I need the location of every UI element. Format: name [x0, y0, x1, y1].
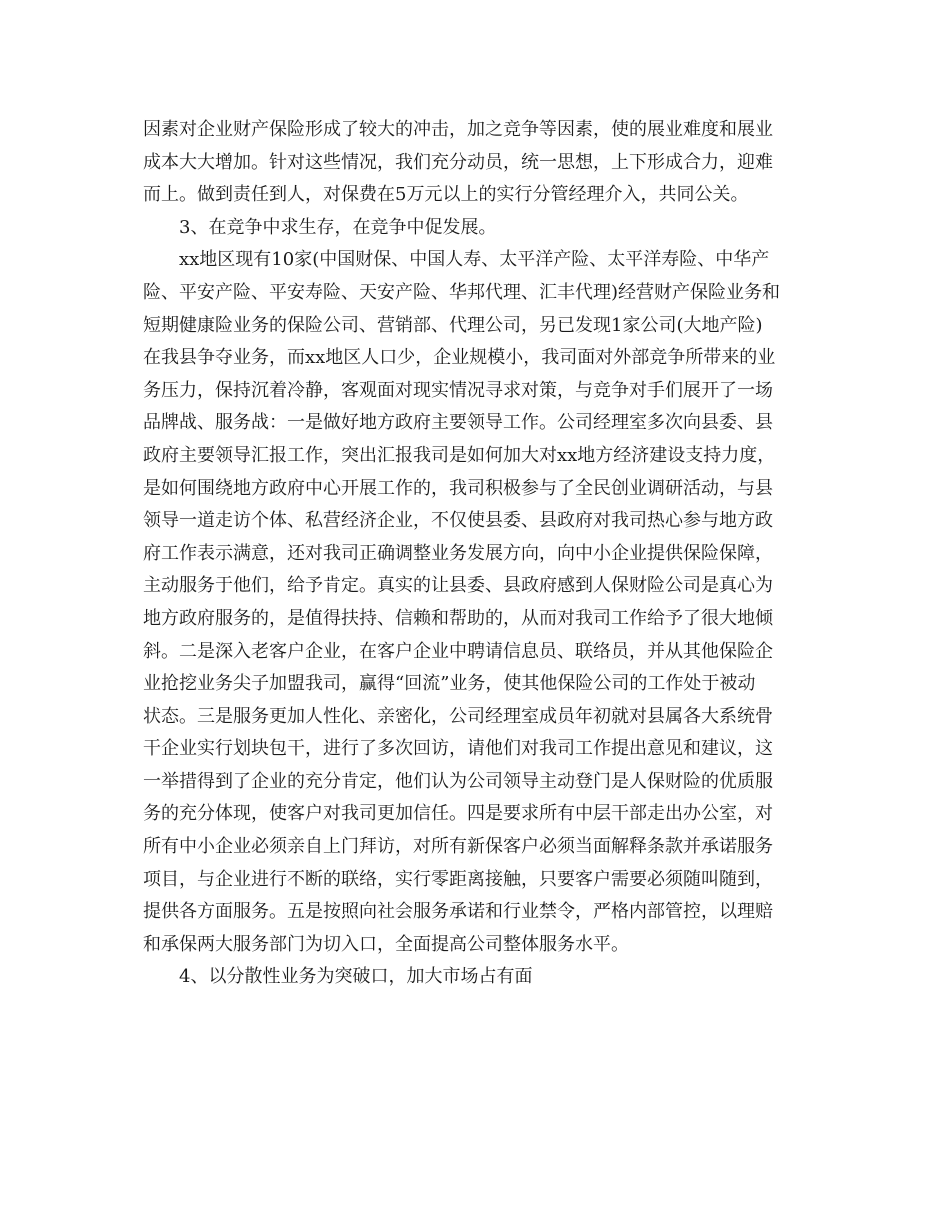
- text-line: 所有中小企业必须亲自上门拜访，对所有新保客户必须当面解释条款并承诺服务: [143, 836, 773, 858]
- text-line: 斜。二是深入老客户企业，在客户企业中聘请信息员、联络员，并从其他保险企: [143, 640, 773, 662]
- text-line: 领导一道走访个体、私营经济企业，不仅使县委、县政府对我司热心参与地方政: [143, 510, 773, 532]
- text-line: 成本大大增加。针对这些情况，我们充分动员，统一思想，上下形成合力，迎难: [143, 151, 773, 173]
- text-line: 务压力，保持沉着冷静，客观面对现实情况寻求对策，与竞争对手们展开了一场: [143, 379, 773, 401]
- text-line: 干企业实行划块包干，进行了多次回访，请他们对我司工作提出意见和建议，这: [143, 738, 773, 760]
- text-line: 而上。做到责任到人，对保费在5万元以上的实行分管经理介入，共同公关。: [143, 184, 749, 206]
- text-line: 一举措得到了企业的充分肯定，他们认为公司领导主动登门是人保财险的优质服: [143, 770, 773, 792]
- text-line: 地方政府服务的，是值得扶持、信赖和帮助的，从而对我司工作给予了很大地倾: [143, 607, 773, 629]
- text-line: 提供各方面服务。五是按照向社会服务承诺和行业禁令，严格内部管控，以理赔: [143, 901, 773, 923]
- text-line: 政府主要领导汇报工作，突出汇报我司是如何加大对xx地方经济建设支持力度，: [143, 444, 776, 466]
- section-heading-4: 4、以分散性业务为突破口，加大市场占有面: [179, 966, 533, 988]
- text-line: 状态。三是服务更加人性化、亲密化，公司经理室成员年初就对县属各大系统骨: [143, 705, 773, 727]
- text-line: 务的充分体现，使客户对我司更加信任。四是要求所有中层干部走出办公室，对: [143, 803, 773, 825]
- text-line: 因素对企业财产保险形成了较大的冲击，加之竞争等因素，使的展业难度和展业: [143, 119, 773, 140]
- text-line: 项目，与企业进行不断的联络，实行零距离接触，只要客户需要必须随叫随到，: [143, 868, 773, 890]
- text-line: 在我县争夺业务，而xx地区人口少，企业规模小，我司面对外部竞争所带来的业: [143, 347, 776, 369]
- text-line: 主动服务于他们，给予肯定。真实的让县委、县政府感到人保财险公司是真心为: [143, 575, 773, 597]
- text-line: 险、平安产险、平安寿险、天安产险、华邦代理、汇丰代理)经营财产保险业务和: [143, 281, 781, 303]
- text-line: 和承保两大服务部门为切入口，全面提高公司整体服务水平。: [143, 933, 629, 955]
- section-heading-3: 3、在竞争中求生存，在竞争中促发展。: [179, 216, 497, 238]
- text-line: 业抢挖业务尖子加盟我司，赢得“回流”业务，使其他保险公司的工作处于被动: [143, 673, 756, 695]
- text-line: 短期健康险业务的保险公司、营销部、代理公司，另已发现1家公司(大地产险): [143, 314, 763, 336]
- text-line: 品牌战、服务战：一是做好地方政府主要领导工作。公司经理室多次向县委、县: [143, 412, 773, 434]
- text-line: 府工作表示满意，还对我司正确调整业务发展方向，向中小企业提供保险保障，: [143, 542, 773, 564]
- paragraph-start: xx地区现有10家(中国财保、中国人寿、太平洋产险、太平洋寿险、中华产: [179, 249, 770, 271]
- text-line: 是如何围绕地方政府中心开展工作的，我司积极参与了全民创业调研活动，与县: [143, 477, 773, 499]
- document-body: [143, 114, 813, 994]
